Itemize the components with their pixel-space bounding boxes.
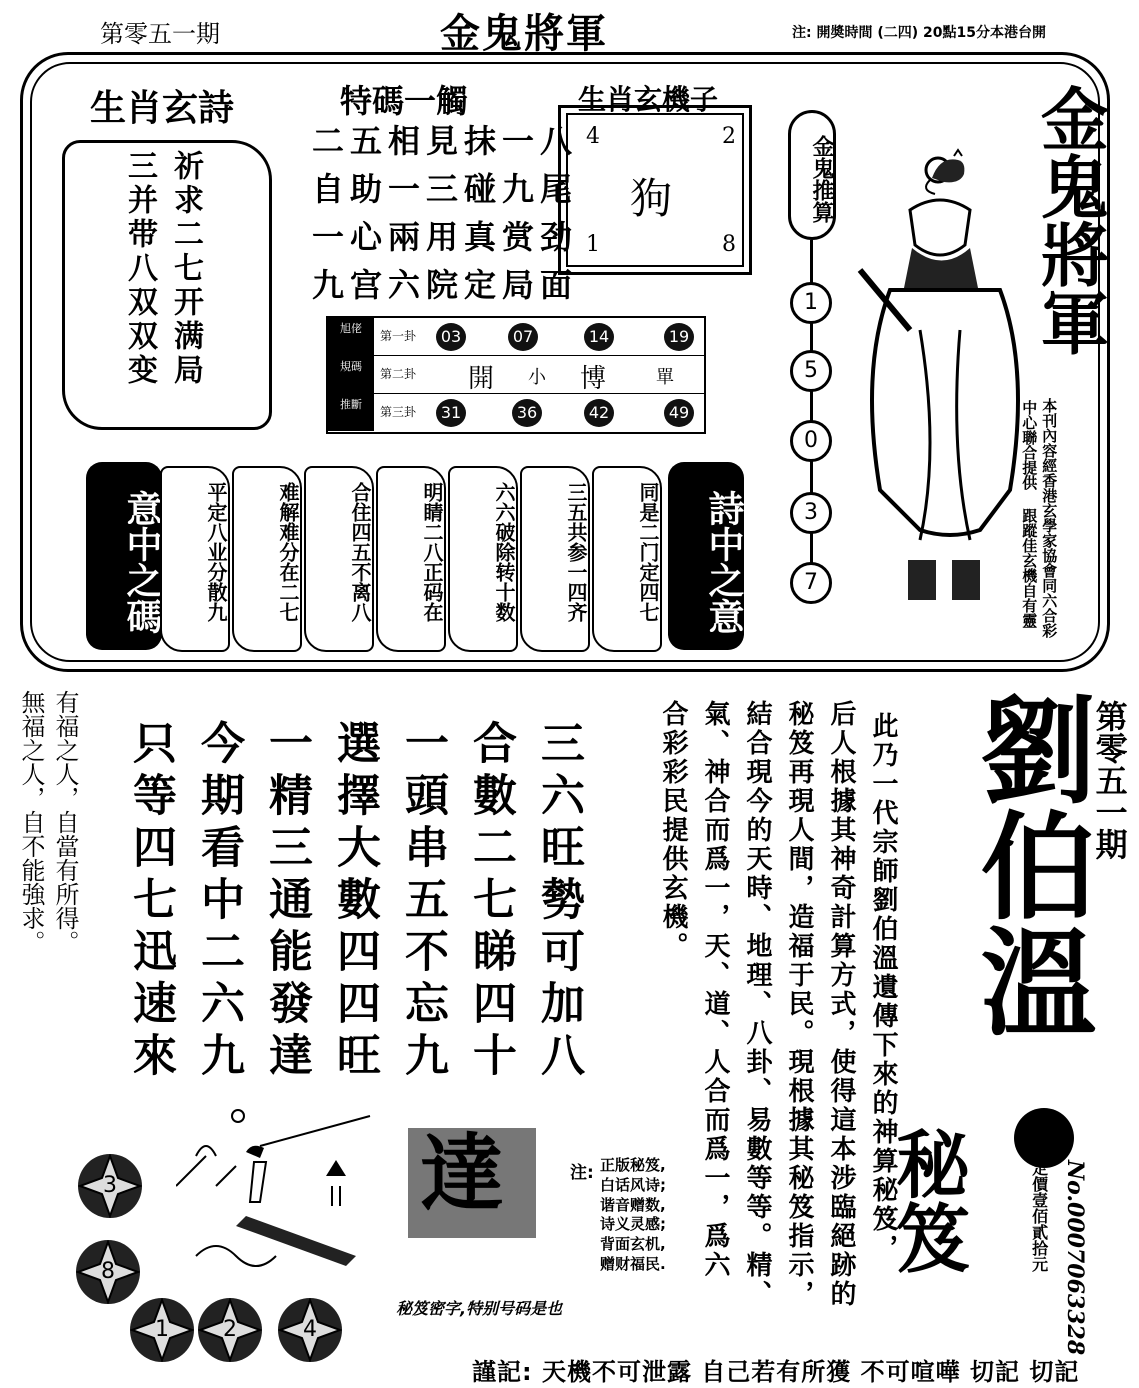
zodiac-number-top-right: 2 — [722, 124, 736, 149]
caption: 秘笈密字,特别号码是也 — [396, 1299, 563, 1318]
poem-column-2: 三并带八双双变 — [122, 150, 157, 388]
desc-col-3: 秘笈再現人間，造福于民。現根據其秘笈指示， — [784, 700, 814, 1309]
gua-row-label: 旭佬 — [328, 318, 374, 355]
da-character: 達 — [420, 1124, 505, 1223]
tuisuan-label: 金鬼推算 — [788, 110, 836, 240]
liu-bowen-title: 劉伯溫 — [961, 690, 1096, 1038]
left-margin-col1: 有福之人，自當有所得。 — [50, 690, 79, 954]
gua-word: 開 — [468, 364, 495, 394]
star-number: 8 — [101, 1259, 115, 1284]
tema-line-1: 二五相見抹一八 — [312, 122, 579, 160]
masthead-title: 金鬼將軍 — [440, 10, 608, 57]
note-line: 正版秘笈, — [600, 1156, 666, 1174]
star-number: 4 — [303, 1317, 317, 1342]
mini-scroll-3: 合住四五不离八 — [304, 466, 374, 652]
number-ball: 19 — [664, 323, 694, 351]
star-number: 1 — [155, 1317, 169, 1342]
chain-number-5: 7 — [790, 562, 832, 604]
big-poem-col-1: 三六旺勢可加八 — [533, 720, 584, 1084]
note-line: 谐音赠数, — [600, 1195, 666, 1214]
mini-scroll-4: 明睛二八正码在 — [376, 466, 446, 652]
number-ball: 07 — [508, 323, 538, 351]
gua-row-label: 規碼 — [328, 356, 374, 393]
chain-number-4: 3 — [790, 492, 832, 534]
ghost-general-illustration — [850, 150, 1030, 650]
mini-scroll-7: 同是二门定四七 — [592, 466, 662, 652]
big-poem-col-4: 選擇大數四四旺 — [329, 720, 380, 1084]
desc-col-1: 此乃一代宗師劉伯溫遺傳下來的神算秘笈， — [868, 712, 898, 1263]
gua-row-2 — [328, 356, 704, 394]
brand-vertical-title: 金鬼將軍 — [1029, 84, 1109, 356]
shi-zhong-zhi-yi-label: 詩中之意 — [668, 462, 744, 650]
star-number: 2 — [223, 1317, 237, 1342]
tema-line-4: 九宫六院定局面 — [312, 266, 579, 304]
left-margin-col2: 無福之人，自不能強求。 — [16, 690, 45, 954]
zodiac-box-title: 生肖玄機子 — [578, 83, 719, 116]
price: 定價壹佰貳拾元 — [1029, 1160, 1049, 1272]
gua-name: 第二卦 — [380, 367, 417, 381]
gua-word: 單 — [656, 367, 674, 388]
poem-scroll — [62, 140, 272, 430]
notes-lines — [600, 1156, 666, 1275]
tema-line-2: 自助一三碰九尾 — [312, 170, 579, 208]
gua-word: 博 — [580, 364, 607, 394]
note-line: 赠财福民. — [600, 1254, 666, 1273]
tema-title: 特碼一觸 — [340, 82, 469, 120]
zodiac-animal: 狗 — [630, 174, 673, 223]
number-ball: 14 — [584, 323, 614, 351]
poem-column-1: 祈求二七开满局 — [168, 150, 203, 388]
brand-note-col2: 中心聯合提供 跟蹤佳玄機自有靈 — [1020, 400, 1039, 628]
number-ball: 31 — [436, 399, 466, 427]
rooster-icon — [924, 148, 968, 188]
star-number: 3 — [103, 1173, 117, 1198]
star-badge-icon — [130, 1298, 194, 1362]
gua-name: 第一卦 — [380, 329, 417, 343]
zodiac-poem-title: 生肖玄詩 — [90, 88, 235, 129]
desc-col-5: 氣、神合而爲一，天、道、人合而爲一，爲六 — [700, 700, 730, 1280]
chain-number-1: 1 — [790, 282, 832, 324]
zodiac-number-bottom-right: 8 — [722, 232, 736, 257]
number-ball: 36 — [512, 399, 542, 427]
brand-note-col1: 本刊內容經香港玄學家協會同六合彩 — [1040, 398, 1059, 638]
note-line: 白话风诗; — [600, 1175, 666, 1194]
big-poem-col-7: 只等四七迅速來 — [125, 720, 176, 1084]
zodiac-number-top-left: 4 — [586, 124, 600, 149]
serial-number: No.0007063328 — [1062, 1160, 1088, 1356]
gua-word: 小 — [528, 367, 546, 388]
draw-time-note: 注: 開奬時間 (二四) 20點15分本港台開 — [792, 25, 1046, 41]
seal-stamp-icon — [1014, 1108, 1074, 1168]
chain-number-3: 0 — [790, 420, 832, 462]
mini-scroll-1: 平定八业分散九 — [160, 466, 230, 652]
mijian-title: 秘笈 — [884, 1126, 970, 1274]
number-ball: 49 — [664, 399, 694, 427]
yi-zhong-zhi-ma-label: 意中之碼 — [86, 462, 162, 650]
number-ball: 03 — [436, 323, 466, 351]
gua-row-3 — [328, 394, 704, 432]
notes-label: 注: — [570, 1163, 594, 1183]
liu-issue-number: 第零五一期 — [1090, 700, 1129, 860]
desc-col-2: 后人根據其神奇計算方式，使得這本涉臨絕跡的 — [826, 700, 856, 1309]
big-poem-col-3: 一頭串五不忘九 — [397, 720, 448, 1084]
big-poem-col-5: 一精三通能發達 — [261, 720, 312, 1084]
fisherman-raft-illustration — [176, 1106, 376, 1276]
note-line: 背面玄机, — [600, 1235, 666, 1254]
gua-row-1 — [328, 318, 704, 356]
mini-scroll-2: 难解难分在二七 — [232, 466, 302, 652]
star-badge-icon — [198, 1298, 262, 1362]
big-poem-col-2: 合數二七睇四十 — [465, 720, 516, 1084]
gua-name: 第三卦 — [380, 405, 417, 419]
mini-scroll-5: 六六破除转十数 — [448, 466, 518, 652]
big-poem-col-6: 今期看中二六九 — [193, 720, 244, 1084]
mini-scroll-6: 三五共参一四齐 — [520, 466, 590, 652]
gua-row-label: 推斷 — [328, 394, 374, 431]
star-badge-icon — [78, 1154, 142, 1218]
star-badge-icon — [278, 1298, 342, 1362]
star-badge-icon — [76, 1240, 140, 1304]
issue-number: 第零五一期 — [100, 20, 220, 48]
zodiac-number-bottom-left: 1 — [586, 232, 600, 257]
gua-table — [326, 316, 706, 434]
desc-col-4: 結合現今的天時、地理、八卦、易數等等。精、 — [742, 700, 772, 1309]
chain-number-2: 5 — [790, 350, 832, 392]
warning-footer: 謹記: 天機不可泄露 自己若有所獲 不可喧嘩 切記 切記 — [472, 1358, 1080, 1386]
tema-line-3: 一心兩用真赏劲 — [312, 218, 579, 256]
note-line: 诗义灵感; — [600, 1215, 666, 1234]
number-ball: 42 — [584, 399, 614, 427]
desc-col-6: 合彩彩民提供玄機。 — [658, 700, 688, 961]
